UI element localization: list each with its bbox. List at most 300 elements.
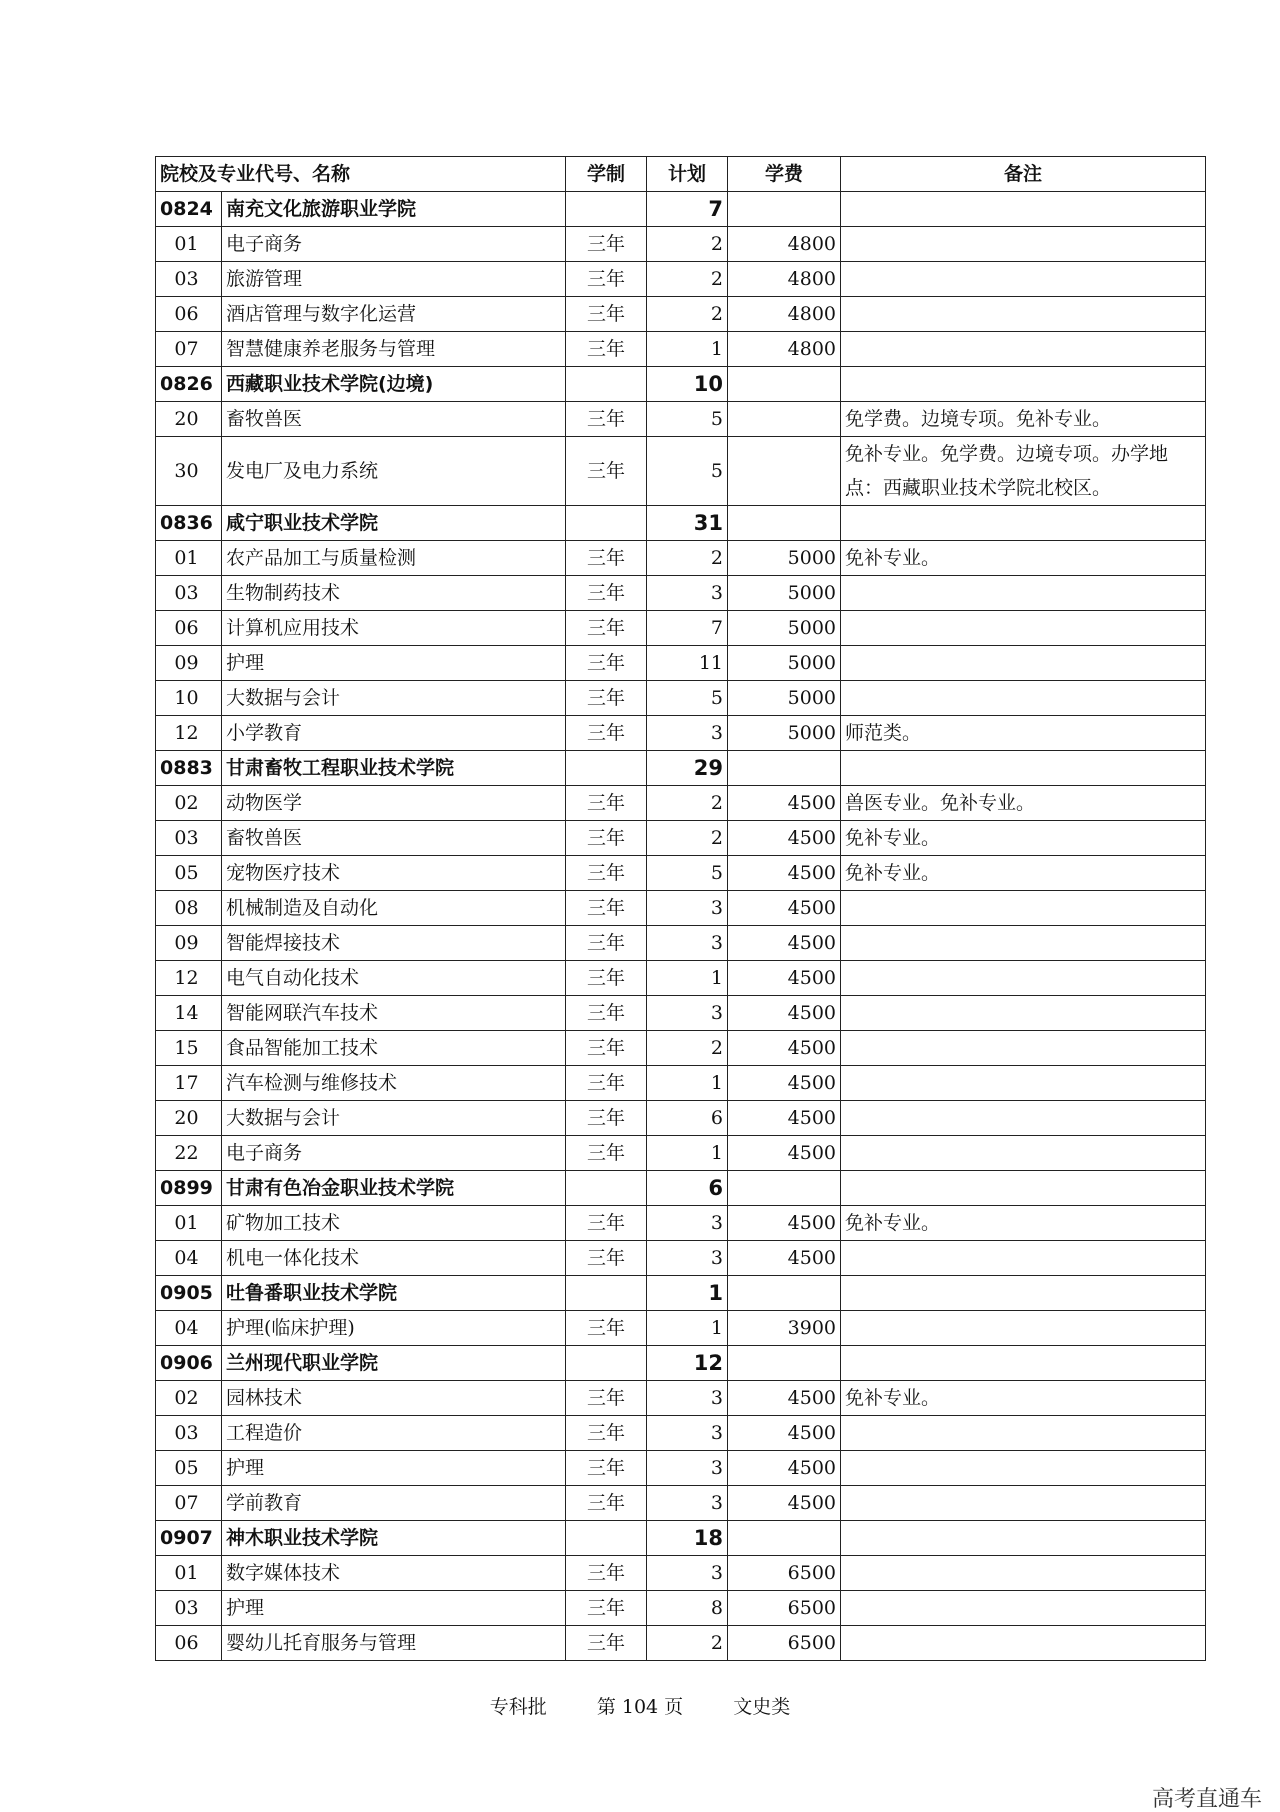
name-cell: 工程造价 (222, 1416, 566, 1451)
plan-cell: 2 (647, 1626, 728, 1661)
major-row (156, 1381, 1206, 1416)
plan-cell: 3 (647, 1241, 728, 1276)
header-duration: 学制 (566, 157, 647, 192)
note-cell: 免补专业。 (841, 821, 1206, 856)
name-cell: 计算机应用技术 (222, 611, 566, 646)
note-cell (841, 1556, 1206, 1591)
name-cell: 咸宁职业技术学院 (222, 506, 566, 541)
fee-cell: 4500 (728, 1101, 841, 1136)
fee-cell: 6500 (728, 1556, 841, 1591)
note-cell (841, 1276, 1206, 1311)
plan-cell: 3 (647, 1206, 728, 1241)
fee-cell (728, 1276, 841, 1311)
plan-cell: 6 (647, 1101, 728, 1136)
fee-cell: 4500 (728, 821, 841, 856)
duration-cell: 三年 (566, 402, 647, 437)
code-cell: 07 (156, 1486, 222, 1521)
major-row (156, 1451, 1206, 1486)
name-cell: 甘肃有色冶金职业技术学院 (222, 1171, 566, 1206)
fee-cell: 4500 (728, 996, 841, 1031)
table-header-row (156, 157, 1206, 192)
plan-cell: 31 (647, 506, 728, 541)
note-cell (841, 506, 1206, 541)
plan-cell: 3 (647, 1556, 728, 1591)
major-row (156, 1066, 1206, 1101)
plan-cell: 6 (647, 1171, 728, 1206)
code-cell: 05 (156, 856, 222, 891)
name-cell: 护理(临床护理) (222, 1311, 566, 1346)
fee-cell (728, 367, 841, 402)
fee-cell: 4500 (728, 1136, 841, 1171)
code-cell: 09 (156, 926, 222, 961)
plan-cell: 3 (647, 1486, 728, 1521)
note-cell (841, 646, 1206, 681)
code-cell: 0899 (156, 1171, 222, 1206)
name-cell: 智慧健康养老服务与管理 (222, 332, 566, 367)
duration-cell: 三年 (566, 611, 647, 646)
code-cell: 06 (156, 1626, 222, 1661)
note-cell: 免补专业。 (841, 541, 1206, 576)
plan-cell: 3 (647, 1451, 728, 1486)
plan-cell: 1 (647, 1311, 728, 1346)
fee-cell: 4500 (728, 1066, 841, 1101)
duration-cell: 三年 (566, 541, 647, 576)
duration-cell: 三年 (566, 1311, 647, 1346)
note-cell (841, 576, 1206, 611)
major-row (156, 681, 1206, 716)
note-cell (841, 367, 1206, 402)
code-cell: 03 (156, 821, 222, 856)
plan-cell: 2 (647, 297, 728, 332)
fee-cell: 4800 (728, 332, 841, 367)
major-row (156, 646, 1206, 681)
fee-cell: 4500 (728, 1241, 841, 1276)
plan-cell: 3 (647, 891, 728, 926)
duration-cell: 三年 (566, 681, 647, 716)
plan-cell: 3 (647, 716, 728, 751)
plan-cell: 1 (647, 961, 728, 996)
fee-cell: 3900 (728, 1311, 841, 1346)
fee-cell: 4500 (728, 1451, 841, 1486)
note-cell (841, 926, 1206, 961)
plan-cell: 2 (647, 262, 728, 297)
watermark: 高考直通车 (1151, 1787, 1262, 1812)
major-row (156, 1626, 1206, 1661)
institution-row (156, 1276, 1206, 1311)
note-cell: 免补专业。 (841, 1381, 1206, 1416)
name-cell: 发电厂及电力系统 (222, 437, 566, 506)
duration-cell (566, 1171, 647, 1206)
major-row (156, 402, 1206, 437)
code-cell: 04 (156, 1241, 222, 1276)
duration-cell: 三年 (566, 1381, 647, 1416)
plan-cell: 1 (647, 1066, 728, 1101)
name-cell: 西藏职业技术学院(边境) (222, 367, 566, 402)
institution-row (156, 506, 1206, 541)
name-cell: 畜牧兽医 (222, 821, 566, 856)
name-cell: 智能网联汽车技术 (222, 996, 566, 1031)
name-cell: 旅游管理 (222, 262, 566, 297)
duration-cell: 三年 (566, 262, 647, 297)
institution-row (156, 1171, 1206, 1206)
note-cell (841, 1451, 1206, 1486)
header-note: 备注 (841, 157, 1206, 192)
duration-cell: 三年 (566, 1136, 647, 1171)
note-cell (841, 1521, 1206, 1556)
major-row (156, 1206, 1206, 1241)
plan-cell: 3 (647, 1416, 728, 1451)
footer-page-number: 第 104 页 (596, 1696, 684, 1718)
footer-batch: 专科批 (489, 1696, 547, 1718)
code-cell: 06 (156, 611, 222, 646)
plan-cell: 1 (647, 332, 728, 367)
duration-cell: 三年 (566, 1451, 647, 1486)
plan-cell: 2 (647, 227, 728, 262)
duration-cell: 三年 (566, 961, 647, 996)
fee-cell: 5000 (728, 576, 841, 611)
header-plan: 计划 (647, 157, 728, 192)
duration-cell: 三年 (566, 926, 647, 961)
plan-cell: 3 (647, 926, 728, 961)
major-row (156, 891, 1206, 926)
plan-cell: 7 (647, 192, 728, 227)
code-cell: 03 (156, 1591, 222, 1626)
duration-cell (566, 1346, 647, 1381)
plan-cell: 2 (647, 786, 728, 821)
name-cell: 护理 (222, 646, 566, 681)
major-row (156, 437, 1206, 506)
institution-row (156, 1521, 1206, 1556)
name-cell: 神木职业技术学院 (222, 1521, 566, 1556)
fee-cell: 4500 (728, 1486, 841, 1521)
duration-cell: 三年 (566, 297, 647, 332)
code-cell: 0906 (156, 1346, 222, 1381)
code-cell: 0883 (156, 751, 222, 786)
code-cell: 14 (156, 996, 222, 1031)
major-row (156, 821, 1206, 856)
code-cell: 03 (156, 576, 222, 611)
code-cell: 05 (156, 1451, 222, 1486)
institution-row (156, 367, 1206, 402)
name-cell: 护理 (222, 1591, 566, 1626)
table-body (156, 192, 1206, 1661)
code-cell: 12 (156, 716, 222, 751)
duration-cell (566, 751, 647, 786)
major-row (156, 1486, 1206, 1521)
fee-cell: 4500 (728, 961, 841, 996)
code-cell: 17 (156, 1066, 222, 1101)
name-cell: 园林技术 (222, 1381, 566, 1416)
major-row (156, 1311, 1206, 1346)
plan-cell: 1 (647, 1136, 728, 1171)
code-cell: 08 (156, 891, 222, 926)
plan-cell: 2 (647, 1031, 728, 1066)
code-cell: 12 (156, 961, 222, 996)
name-cell: 甘肃畜牧工程职业技术学院 (222, 751, 566, 786)
code-cell: 09 (156, 646, 222, 681)
name-cell: 电子商务 (222, 1136, 566, 1171)
code-cell: 03 (156, 1416, 222, 1451)
major-row (156, 961, 1206, 996)
major-row (156, 1031, 1206, 1066)
note-cell (841, 1311, 1206, 1346)
duration-cell: 三年 (566, 1556, 647, 1591)
code-cell: 0824 (156, 192, 222, 227)
plan-cell: 3 (647, 576, 728, 611)
duration-cell: 三年 (566, 891, 647, 926)
code-cell: 06 (156, 297, 222, 332)
note-cell (841, 332, 1206, 367)
major-row (156, 1416, 1206, 1451)
duration-cell: 三年 (566, 1031, 647, 1066)
fee-cell: 5000 (728, 611, 841, 646)
footer-category: 文史类 (733, 1696, 791, 1718)
fee-cell (728, 402, 841, 437)
duration-cell (566, 192, 647, 227)
note-cell (841, 1626, 1206, 1661)
code-cell: 0826 (156, 367, 222, 402)
code-cell: 20 (156, 402, 222, 437)
duration-cell: 三年 (566, 437, 647, 506)
name-cell: 机械制造及自动化 (222, 891, 566, 926)
code-cell: 02 (156, 786, 222, 821)
fee-cell: 4500 (728, 856, 841, 891)
plan-cell: 2 (647, 541, 728, 576)
code-cell: 10 (156, 681, 222, 716)
plan-cell: 10 (647, 367, 728, 402)
name-cell: 学前教育 (222, 1486, 566, 1521)
duration-cell: 三年 (566, 1626, 647, 1661)
plan-cell: 5 (647, 681, 728, 716)
institution-row (156, 192, 1206, 227)
name-cell: 智能焊接技术 (222, 926, 566, 961)
duration-cell: 三年 (566, 821, 647, 856)
duration-cell: 三年 (566, 332, 647, 367)
fee-cell: 4800 (728, 227, 841, 262)
note-cell (841, 1241, 1206, 1276)
duration-cell: 三年 (566, 1416, 647, 1451)
code-cell: 01 (156, 541, 222, 576)
fee-cell (728, 1346, 841, 1381)
duration-cell: 三年 (566, 996, 647, 1031)
fee-cell: 5000 (728, 716, 841, 751)
major-row (156, 1556, 1206, 1591)
name-cell: 动物医学 (222, 786, 566, 821)
duration-cell: 三年 (566, 856, 647, 891)
fee-cell (728, 506, 841, 541)
note-cell (841, 751, 1206, 786)
name-cell: 吐鲁番职业技术学院 (222, 1276, 566, 1311)
institution-row (156, 1346, 1206, 1381)
plan-cell: 7 (647, 611, 728, 646)
code-cell: 15 (156, 1031, 222, 1066)
major-row (156, 576, 1206, 611)
plan-cell: 29 (647, 751, 728, 786)
major-row (156, 541, 1206, 576)
name-cell: 机电一体化技术 (222, 1241, 566, 1276)
plan-cell: 5 (647, 437, 728, 506)
fee-cell: 5000 (728, 541, 841, 576)
duration-cell (566, 1276, 647, 1311)
admission-plan-table (155, 156, 1206, 1661)
plan-cell: 8 (647, 1591, 728, 1626)
fee-cell (728, 192, 841, 227)
code-cell: 07 (156, 332, 222, 367)
note-cell (841, 1066, 1206, 1101)
code-cell: 22 (156, 1136, 222, 1171)
code-cell: 03 (156, 262, 222, 297)
major-row (156, 1136, 1206, 1171)
plan-cell: 3 (647, 1381, 728, 1416)
fee-cell: 4500 (728, 1381, 841, 1416)
plan-cell: 5 (647, 856, 728, 891)
name-cell: 小学教育 (222, 716, 566, 751)
fee-cell (728, 751, 841, 786)
note-cell (841, 1031, 1206, 1066)
name-cell: 酒店管理与数字化运营 (222, 297, 566, 332)
fee-cell: 4500 (728, 1206, 841, 1241)
duration-cell: 三年 (566, 1206, 647, 1241)
code-cell: 30 (156, 437, 222, 506)
major-row (156, 262, 1206, 297)
name-cell: 农产品加工与质量检测 (222, 541, 566, 576)
note-cell (841, 1486, 1206, 1521)
plan-cell: 2 (647, 821, 728, 856)
code-cell: 01 (156, 1206, 222, 1241)
fee-cell: 5000 (728, 681, 841, 716)
plan-cell: 1 (647, 1276, 728, 1311)
major-row (156, 926, 1206, 961)
note-cell (841, 891, 1206, 926)
code-cell: 20 (156, 1101, 222, 1136)
code-cell: 04 (156, 1311, 222, 1346)
fee-cell: 4800 (728, 297, 841, 332)
name-cell: 电气自动化技术 (222, 961, 566, 996)
name-cell: 汽车检测与维修技术 (222, 1066, 566, 1101)
code-cell: 0836 (156, 506, 222, 541)
code-cell: 01 (156, 227, 222, 262)
duration-cell (566, 1521, 647, 1556)
name-cell: 宠物医疗技术 (222, 856, 566, 891)
note-cell (841, 297, 1206, 332)
major-row (156, 1591, 1206, 1626)
note-cell (841, 227, 1206, 262)
duration-cell: 三年 (566, 227, 647, 262)
fee-cell: 4800 (728, 262, 841, 297)
code-cell: 0907 (156, 1521, 222, 1556)
fee-cell (728, 1521, 841, 1556)
note-cell (841, 1136, 1206, 1171)
note-cell: 免补专业。 (841, 856, 1206, 891)
duration-cell: 三年 (566, 1101, 647, 1136)
note-cell (841, 1591, 1206, 1626)
note-cell (841, 1171, 1206, 1206)
fee-cell: 4500 (728, 1031, 841, 1066)
name-cell: 婴幼儿托育服务与管理 (222, 1626, 566, 1661)
major-row (156, 856, 1206, 891)
note-cell (841, 681, 1206, 716)
plan-cell: 3 (647, 996, 728, 1031)
major-row (156, 716, 1206, 751)
duration-cell: 三年 (566, 646, 647, 681)
duration-cell: 三年 (566, 716, 647, 751)
header-name: 院校及专业代号、名称 (156, 157, 566, 192)
duration-cell (566, 367, 647, 402)
code-cell: 01 (156, 1556, 222, 1591)
name-cell: 护理 (222, 1451, 566, 1486)
name-cell: 生物制药技术 (222, 576, 566, 611)
institution-row (156, 751, 1206, 786)
name-cell: 畜牧兽医 (222, 402, 566, 437)
note-cell (841, 996, 1206, 1031)
fee-cell: 4500 (728, 1416, 841, 1451)
major-row (156, 227, 1206, 262)
fee-cell: 5000 (728, 646, 841, 681)
note-cell (841, 611, 1206, 646)
name-cell: 大数据与会计 (222, 681, 566, 716)
fee-cell: 6500 (728, 1626, 841, 1661)
note-cell: 免学费。边境专项。免补专业。 (841, 402, 1206, 437)
name-cell: 大数据与会计 (222, 1101, 566, 1136)
note-cell: 免补专业。免学费。边境专项。办学地点：西藏职业技术学院北校区。 (841, 437, 1206, 506)
plan-cell: 18 (647, 1521, 728, 1556)
note-cell (841, 1346, 1206, 1381)
major-row (156, 996, 1206, 1031)
duration-cell: 三年 (566, 1066, 647, 1101)
header-fee: 学费 (728, 157, 841, 192)
major-row (156, 611, 1206, 646)
name-cell: 数字媒体技术 (222, 1556, 566, 1591)
note-cell: 免补专业。 (841, 1206, 1206, 1241)
major-row (156, 332, 1206, 367)
note-cell (841, 1101, 1206, 1136)
duration-cell (566, 506, 647, 541)
fee-cell: 4500 (728, 786, 841, 821)
note-cell (841, 961, 1206, 996)
fee-cell: 4500 (728, 891, 841, 926)
page-footer (0, 1692, 1280, 1719)
duration-cell: 三年 (566, 1486, 647, 1521)
major-row (156, 786, 1206, 821)
duration-cell: 三年 (566, 1591, 647, 1626)
fee-cell: 6500 (728, 1591, 841, 1626)
duration-cell: 三年 (566, 576, 647, 611)
fee-cell: 4500 (728, 926, 841, 961)
fee-cell (728, 437, 841, 506)
major-row (156, 1241, 1206, 1276)
fee-cell (728, 1171, 841, 1206)
code-cell: 0905 (156, 1276, 222, 1311)
note-cell (841, 192, 1206, 227)
major-row (156, 1101, 1206, 1136)
duration-cell: 三年 (566, 786, 647, 821)
note-cell (841, 1416, 1206, 1451)
plan-cell: 5 (647, 402, 728, 437)
name-cell: 矿物加工技术 (222, 1206, 566, 1241)
name-cell: 食品智能加工技术 (222, 1031, 566, 1066)
name-cell: 兰州现代职业学院 (222, 1346, 566, 1381)
duration-cell: 三年 (566, 1241, 647, 1276)
note-cell: 师范类。 (841, 716, 1206, 751)
name-cell: 电子商务 (222, 227, 566, 262)
code-cell: 02 (156, 1381, 222, 1416)
note-cell (841, 262, 1206, 297)
name-cell: 南充文化旅游职业学院 (222, 192, 566, 227)
plan-cell: 12 (647, 1346, 728, 1381)
plan-cell: 11 (647, 646, 728, 681)
major-row (156, 297, 1206, 332)
note-cell: 兽医专业。免补专业。 (841, 786, 1206, 821)
